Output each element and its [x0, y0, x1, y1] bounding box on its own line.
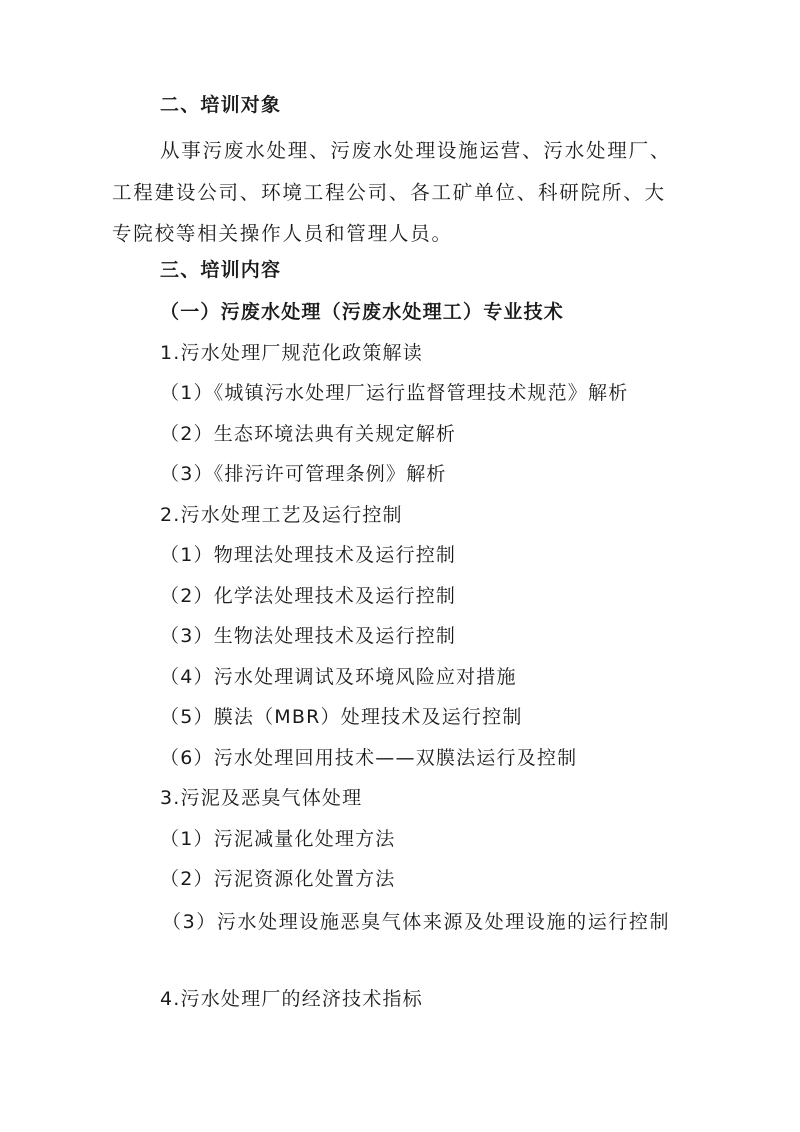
item-1-1: （1）《城镇污水处理厂运行监督管理技术规范》解析 — [160, 382, 629, 404]
item-2-5: （5）膜法（MBR）处理技术及运行控制 — [160, 706, 523, 728]
item-1-3: （3）《排污许可管理条例》解析 — [160, 463, 447, 485]
item-2-1: （1）物理法处理技术及运行控制 — [160, 544, 457, 566]
item-2-6: （6）污水处理回用技术——双膜法运行及控制 — [160, 747, 578, 769]
item-1-heading: 1.污水处理厂规范化政策解读 — [160, 342, 423, 364]
section-heading-content: 三、培训内容 — [160, 259, 282, 281]
item-2-2: （2）化学法处理技术及运行控制 — [160, 585, 457, 607]
item-3-2: （2）污泥资源化处置方法 — [160, 868, 396, 890]
item-3-1: （1）污泥减量化处理方法 — [160, 828, 396, 850]
item-2-heading: 2.污水处理工艺及运行控制 — [160, 504, 403, 526]
item-3-3: （3）污水处理设施恶臭气体来源及处理设施的运行控制 — [162, 911, 671, 933]
item-3-heading: 3.污泥及恶臭气体处理 — [160, 787, 363, 809]
item-1-2: （2）生态环境法典有关规定解析 — [160, 423, 457, 445]
item-4-heading: 4.污水处理厂的经济技术指标 — [160, 988, 423, 1010]
item-2-4: （4）污水处理调试及环境风险应对措施 — [160, 666, 517, 688]
section-heading-audience: 二、培训对象 — [160, 94, 282, 116]
audience-paragraph: 从事污废水处理、污废水处理设施运营、污水处理厂、工程建设公司、环境工程公司、各工矿单位、科研院所、大专院校等相关操作人员和管理人员。 — [112, 139, 672, 245]
subsection-heading-1: （一）污废水处理（污废水处理工）专业技术 — [160, 301, 565, 323]
item-2-3: （3）生物法处理技术及运行控制 — [160, 625, 457, 647]
